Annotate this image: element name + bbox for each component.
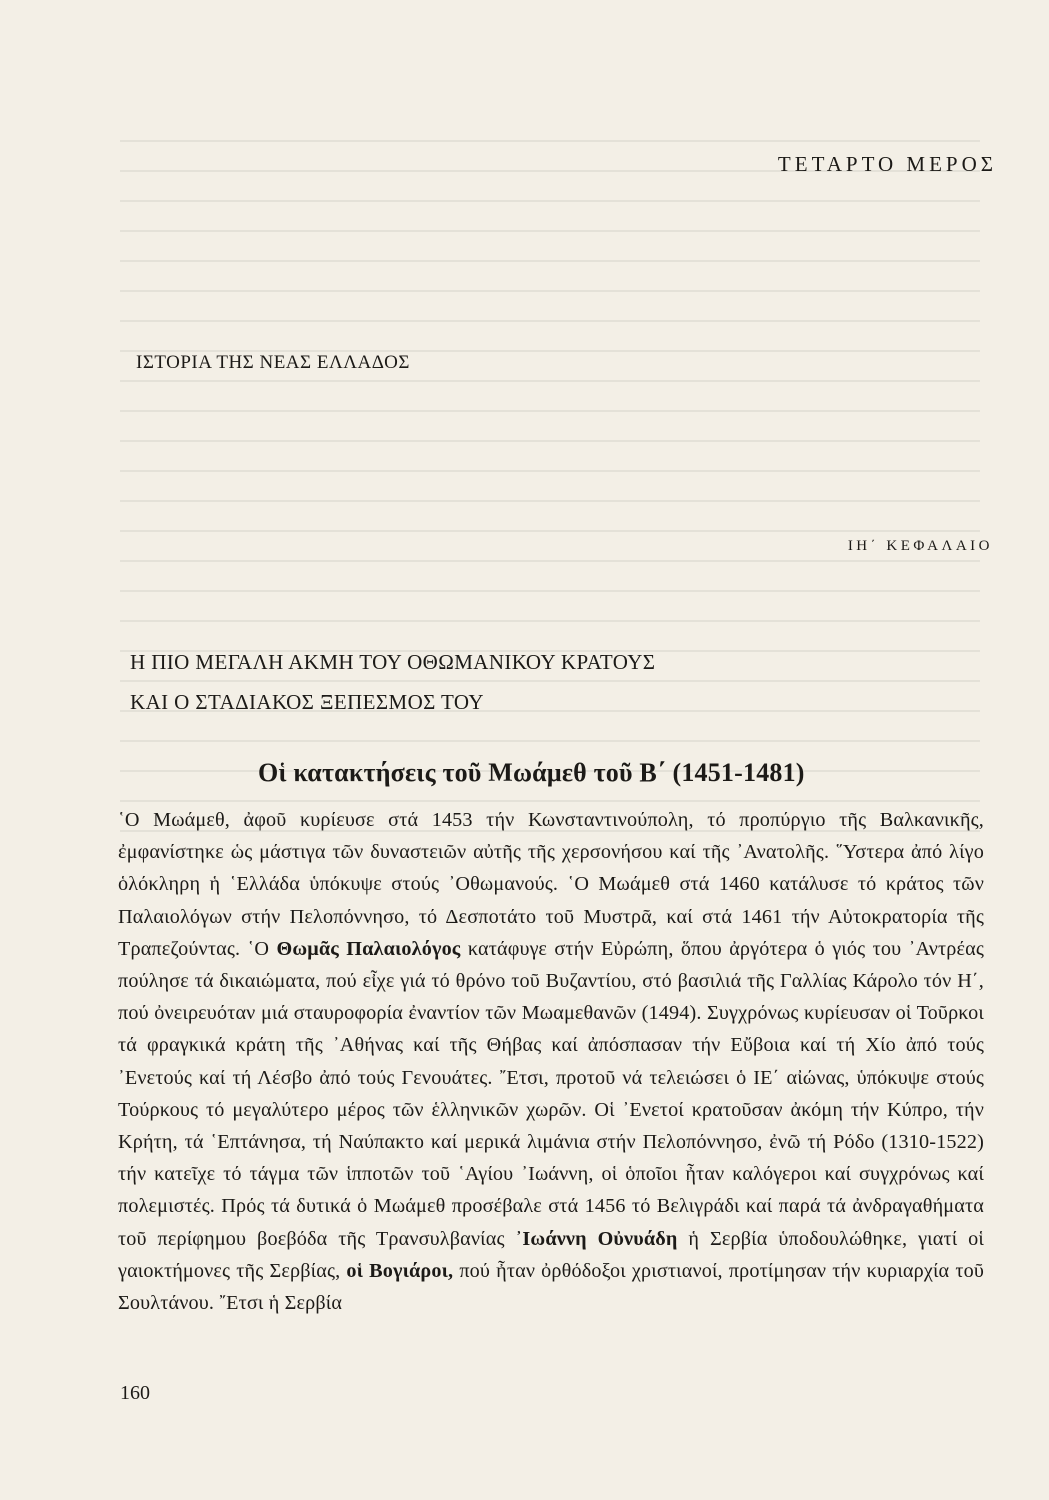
chapter-label: ΙΗ΄ ΚΕΦΑΛΑΙΟ (847, 538, 993, 554)
body-paragraph (118, 804, 984, 1319)
part-title: ΤΕΤΑΡΤΟ ΜΕΡΟΣ (777, 152, 997, 176)
bleed-through-texture (120, 140, 980, 840)
body-text-part-2: κατάφυγε στήν Εὐρώπη, ὅπου ἀργότερα ὁ γιός του ᾿Αντρέας πούλησε τά δικαιώματα, πού εἶχε γιά τό θρόνο τοῦ Βυζαντίου, στό βασιλιά τῆς Γαλλίας Κάρολο τόν Η΄, πού ὀνειρευόταν μιά σταυροφορία ἐναντίον τῶν Μωαμεθανῶν (1494). Συγχρόνως κυρίευσαν οἱ Τοῦρκοι τά φραγκικά κράτη τῆς ᾿Αθήνας καί τῆς Θήβας καί ἀπόσπασαν τήν Εὔβοια καί τή Χίο ἀπό τούς ᾿Ενετούς καί τή Λέσβο ἀπό τούς Γενουάτες. ῎Ετσι, προτοῦ νά τελειώσει ὁ ΙΕ΄ αἰώνας, ὑπόκυψε στούς Τούρκους τό μεγαλύτερο μέρος τῶν ἑλληνικῶν χωρῶν. Οἱ ᾿Ενετοί κρατοῦσαν ἀκόμη τήν Κύπρο, τήν Κρήτη, τά ῾Επτάνησα, τή Ναύπακτο καί μερικά λιμάνια στήν Πελοπόννησο, ἐνῶ τή Ρόδο (1310-1522) τήν κατεῖχε τό τάγμα τῶν ἱπποτῶν τοῦ ῾Αγίου ᾿Ιωάννη, οἱ ὁποῖοι ἦταν καλόγεροι καί συγχρόνως καί πολεμιστές. Πρός τά δυτικά ὁ Μωάμεθ προσέβαλε στά 1456 τό Βελιγράδι καί παρά τά ἀνδραγαθήματα τοῦ περίφημου βοεβόδα τῆς Τρανσυλβανίας (118, 937, 984, 1250)
page-number: 160 (120, 1382, 150, 1404)
bold-name-thomas: Θωμᾶς Παλαιολόγος (276, 937, 461, 960)
bold-name-ioannis: ᾿Ιωάννη Οὐνυάδη (515, 1227, 678, 1250)
body-text-part-3: ἡ Σερβία ὑποδουλώθηκε, γιατί οἱ γαιοκτήμονες τῆς Σερβίας, (118, 1227, 985, 1282)
chapter-title-line-2: ΚΑΙ Ο ΣΤΑΔΙΑΚΟΣ ΞΕΠΕΣΜΟΣ ΤΟΥ (130, 690, 484, 714)
body-text-part-1: ῾Ο Μωάμεθ, ἀφοῦ κυρίευσε στά 1453 τήν Κωνσταντινούπολη, τό προπύργιο τῆς Βαλκανικῆς, ἐμφανίστηκε ὡς μάστιγα τῶν δυναστειῶν αὐτῆς τῆς χερσονήσου καί τῆς ᾿Ανατολῆς. ῞Υστερα ἀπό λίγο ὁλόκληρη ἡ ῾Ελλάδα ὑπόκυψε στούς ᾿Οθωμανούς. ῾Ο Μωάμεθ στά 1460 κατάλυσε τό κράτος τῶν Παλαιολόγων στήν Πελοπόννησο, τό Δεσποτάτο τοῦ Μυστρᾶ, καί στά 1461 τήν Αὐτοκρατορία τῆς Τραπεζούντας. ῾Ο (118, 809, 984, 960)
bold-name-boyars: οἱ Βογιάροι, (346, 1259, 454, 1282)
book-title: ΙΣΤΟΡΙΑ ΤΗΣ ΝΕΑΣ ΕΛΛΑΔΟΣ (136, 352, 410, 373)
chapter-title-line-1: Η ΠΙΟ ΜΕΓΑΛΗ ΑΚΜΗ ΤΟΥ ΟΘΩΜΑΝΙΚΟΥ ΚΡΑΤΟΥΣ (130, 650, 656, 674)
body-text-part-4: πού ἦταν ὀρθόδοξοι χριστιανοί, προτίμησαν τήν κυριαρχία τοῦ Σουλτάνου. ῎Ετσι ἡ Σερβία (118, 1259, 985, 1315)
section-heading: Οἱ κατακτήσεις τοῦ Μωάμεθ τοῦ Β΄ (1451-1481) (258, 758, 805, 787)
